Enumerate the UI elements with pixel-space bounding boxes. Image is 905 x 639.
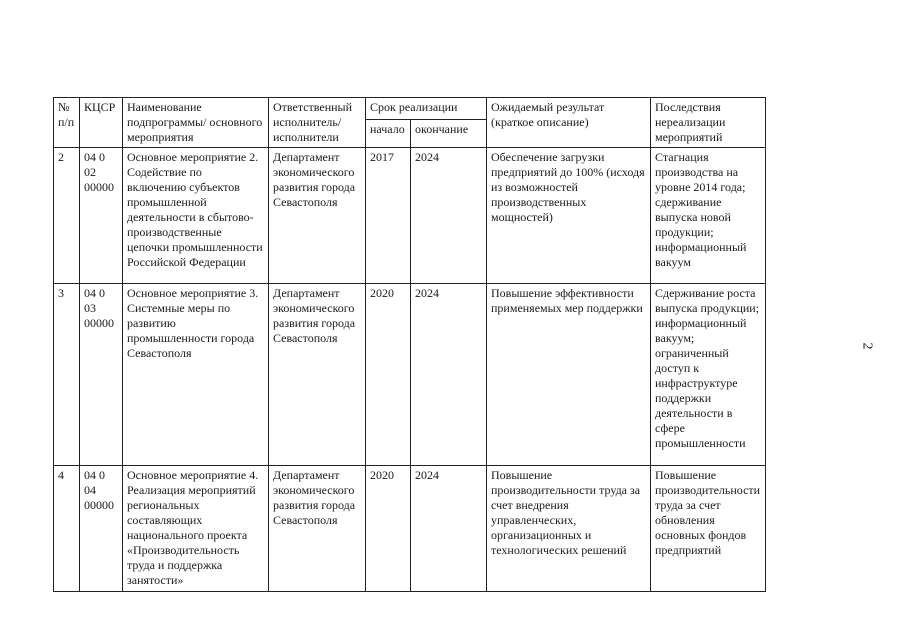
row-end: 2024	[411, 466, 487, 592]
row-name: Основное мероприятие 3. Системные меры по развитию промышленности города Севастополя	[123, 284, 269, 466]
row-start: 2017	[366, 148, 411, 284]
row-code: 04 0 02 00000	[80, 148, 123, 284]
header-code: КЦСР	[80, 98, 123, 148]
row-consequences: Стагнация производства на уровне 2014 года; сдерживание выпуска новой продукции; информационный вакуум	[651, 148, 766, 284]
row-num: 3	[54, 284, 80, 466]
header-name: Наименование подпрограммы/ основного мероприятия	[123, 98, 269, 148]
row-code: 04 0 03 00000	[80, 284, 123, 466]
row-name: Основное мероприятие 2. Содействие по включению субъектов промышленной деятельности в сбытово-производственные цепочки промышленности Российской Федерации	[123, 148, 269, 284]
header-num: № п/п	[54, 98, 80, 148]
row-start: 2020	[366, 284, 411, 466]
row-end: 2024	[411, 284, 487, 466]
measures-table	[53, 97, 766, 592]
table-row	[54, 466, 766, 592]
header-start: начало	[366, 120, 411, 148]
row-start: 2020	[366, 466, 411, 592]
row-executor: Департамент экономического развития города Севастополя	[269, 284, 366, 466]
row-result: Повышение производительности труда за счет внедрения управленческих, организационных и технологических решений	[487, 466, 651, 592]
header-end: окончание	[411, 120, 487, 148]
row-consequences: Сдерживание роста выпуска продукции; информационный вакуум; ограниченный доступ к инфраструктуре поддержки деятельности в сфере промышленности	[651, 284, 766, 466]
row-code: 04 0 04 00000	[80, 466, 123, 592]
row-result: Обеспечение загрузки предприятий до 100% (исходя из возможностей производственных мощностей)	[487, 148, 651, 284]
header-term: Срок реализации	[366, 98, 487, 120]
row-num: 2	[54, 148, 80, 284]
header-consequences: Последствия нереализации мероприятий	[651, 98, 766, 148]
row-executor: Департамент экономического развития города Севастополя	[269, 466, 366, 592]
row-executor: Департамент экономического развития города Севастополя	[269, 148, 366, 284]
page-number: 2	[859, 342, 875, 350]
row-consequences: Повышение производительности труда за счет обновления основных фондов предприятий	[651, 466, 766, 592]
row-num: 4	[54, 466, 80, 592]
header-executor: Ответственный исполнитель/ исполнители	[269, 98, 366, 148]
table-row	[54, 284, 766, 466]
header-result: Ожидаемый результат (краткое описание)	[487, 98, 651, 148]
table-row	[54, 148, 766, 284]
row-result: Повышение эффективности применяемых мер поддержки	[487, 284, 651, 466]
row-end: 2024	[411, 148, 487, 284]
row-name: Основное мероприятие 4. Реализация мероприятий региональных составляющих национального проекта «Производительность труда и поддержка занятости»	[123, 466, 269, 592]
